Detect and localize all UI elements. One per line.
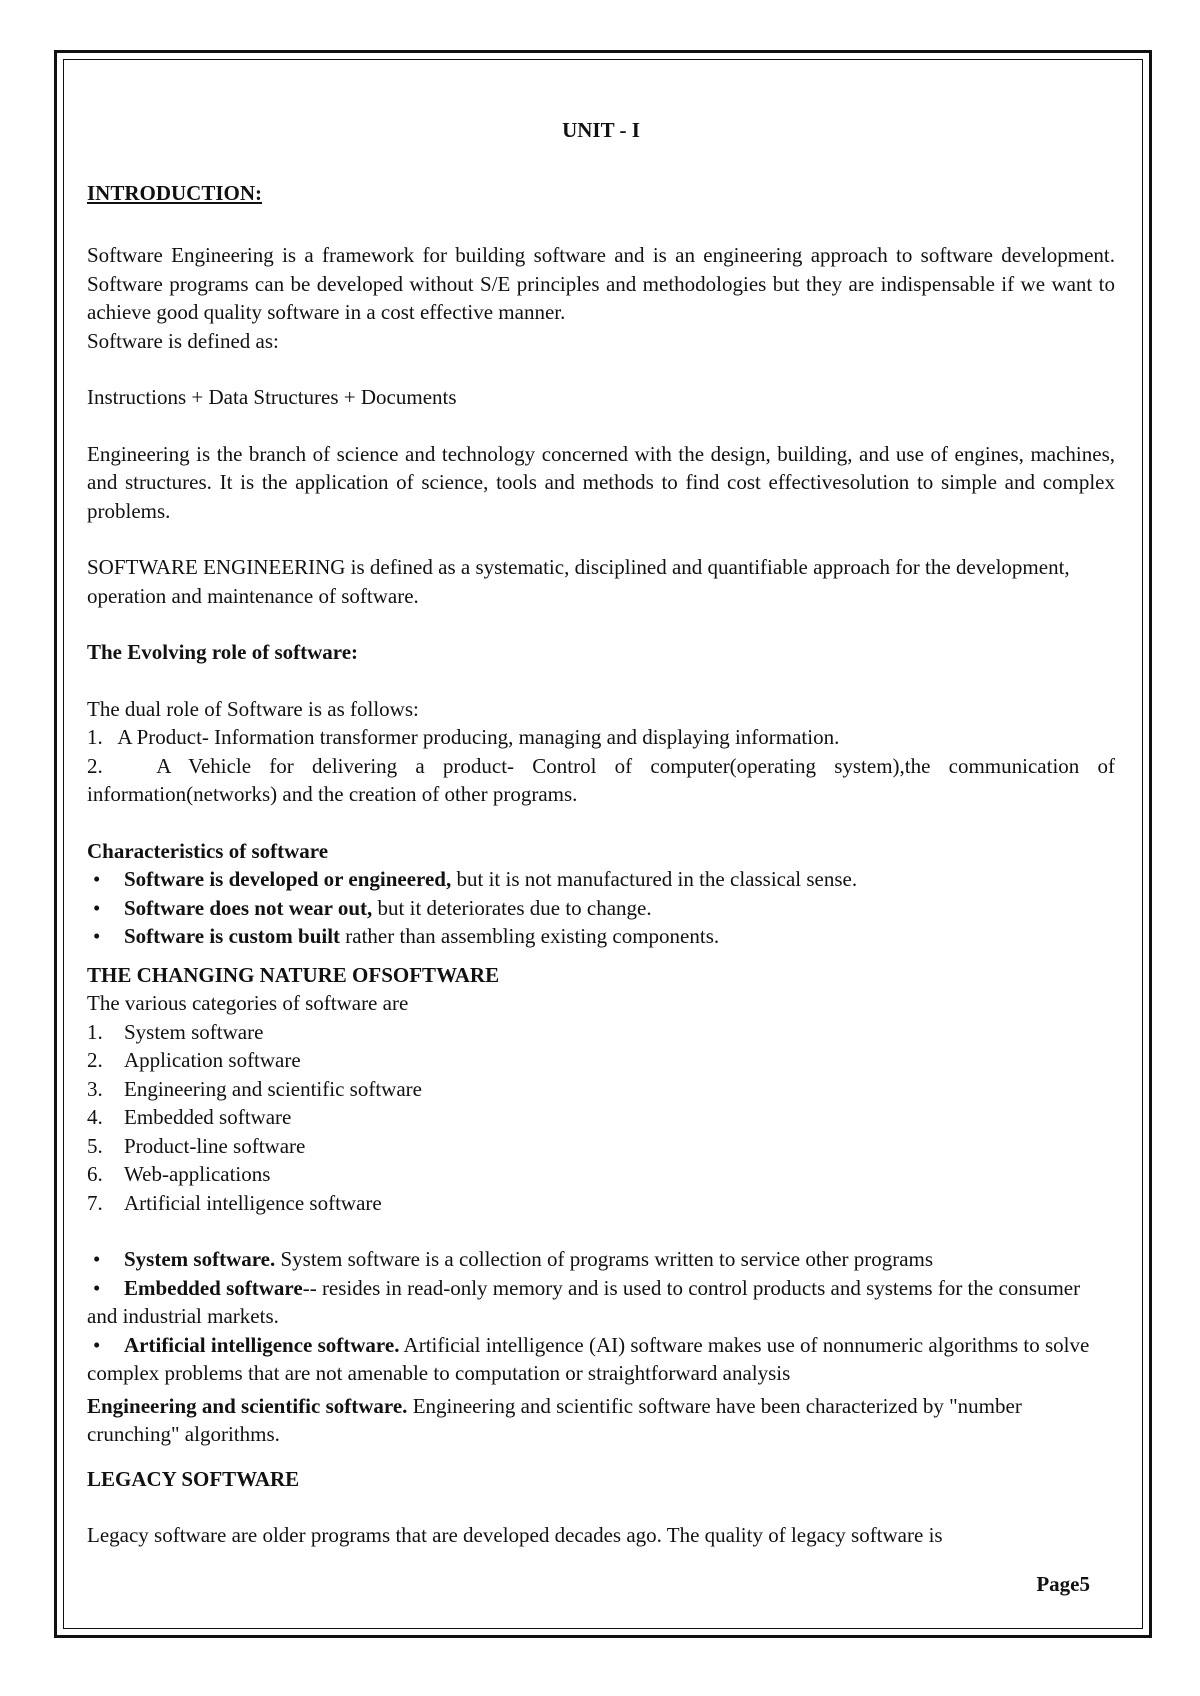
se-definition: SOFTWARE ENGINEERING is defined as a systematic, disciplined and quantifiable approach for the development, operation and maintenance of software. (87, 555, 1070, 608)
page-number: Page5 (1036, 1572, 1090, 1596)
characteristics-heading: Characteristics of software (87, 838, 329, 863)
software-formula: Instructions + Data Structures + Documents (87, 385, 457, 409)
list-item: • Software is developed or engineered, but it is not manufactured in the classical sense. (87, 865, 1115, 894)
list-item: 2. Application software (87, 1048, 301, 1072)
bullet-icon: • (93, 895, 101, 920)
characteristics-list (87, 865, 1115, 951)
list-item: 3. Engineering and scientific software (87, 1076, 422, 1101)
bullet-icon: • (93, 924, 101, 948)
dual-role-item: 1. A Product- Information transformer producing, managing and displaying information. (87, 725, 840, 749)
legacy-paragraph: Legacy software are older programs that are developed decades ago. The quality of legacy software is (87, 1523, 943, 1547)
unit-title: UNIT - I (562, 118, 640, 142)
category-description: • System software. System software is a collection of programs written to service other programs (87, 1245, 1115, 1274)
legacy-heading: LEGACY SOFTWARE (87, 1466, 300, 1491)
list-item: 4. Embedded software (87, 1105, 292, 1129)
engineering-paragraph: Engineering is the branch of science and technology concerned with the design, building, and use of engines, machines, and structures. It is the application of science, tools and methods to find cost effectivesolution to simple and complex problems. (87, 441, 1115, 523)
bullet-icon: • (93, 1275, 101, 1300)
list-item: 6. Web-applications (87, 1162, 271, 1186)
category-description: • Artificial intelligence software. Artificial intelligence (AI) software makes use of nonnumeric algorithms to solve complex problems that are not amenable to computation or straightforward analysis (87, 1332, 1090, 1385)
list-item: 1. System software (87, 1019, 264, 1044)
bullet-icon: • (93, 867, 101, 891)
category-description: • Embedded software-- resides in read-only memory and is used to control products and systems for the consumer and industrial markets. (87, 1275, 1081, 1328)
evolving-role-heading: The Evolving role of software: (87, 640, 359, 664)
dual-role-item: 2. A Vehicle for delivering a product- Control of computer(operating system),the communication of information(networks) and the creation of other programs. (87, 753, 1116, 806)
bullet-icon: • (93, 1332, 101, 1357)
list-item: • Software does not wear out, but it deteriorates due to change. (87, 894, 1115, 923)
list-item: • Software is custom built rather than assembling existing components. (87, 922, 1115, 951)
engineering-scientific-description: Engineering and scientific software. Engineering and scientific software have been characterized by "number crunching" algorithms. (87, 1393, 1022, 1446)
list-item: 7. Artificial intelligence software (87, 1190, 382, 1215)
list-item: 5. Product-line software (87, 1133, 306, 1158)
dual-role-intro: The dual role of Software is as follows: (87, 696, 419, 721)
changing-nature-heading: THE CHANGING NATURE OFSOFTWARE (87, 962, 500, 987)
software-defined-as: Software is defined as: (87, 328, 279, 353)
categories-list (87, 1018, 1115, 1218)
categories-intro: The various categories of software are (87, 991, 409, 1015)
introduction-paragraph: Software Engineering is a framework for building software and is an engineering approach to software development. Software programs can be developed without S/E principles and methodologies but they are indispensable if we want to achieve good quality software in a cost effective manner. (87, 243, 1115, 324)
introduction-heading: INTRODUCTION: (87, 180, 263, 205)
bullet-icon: • (93, 1247, 101, 1271)
page-content (87, 116, 1115, 1550)
